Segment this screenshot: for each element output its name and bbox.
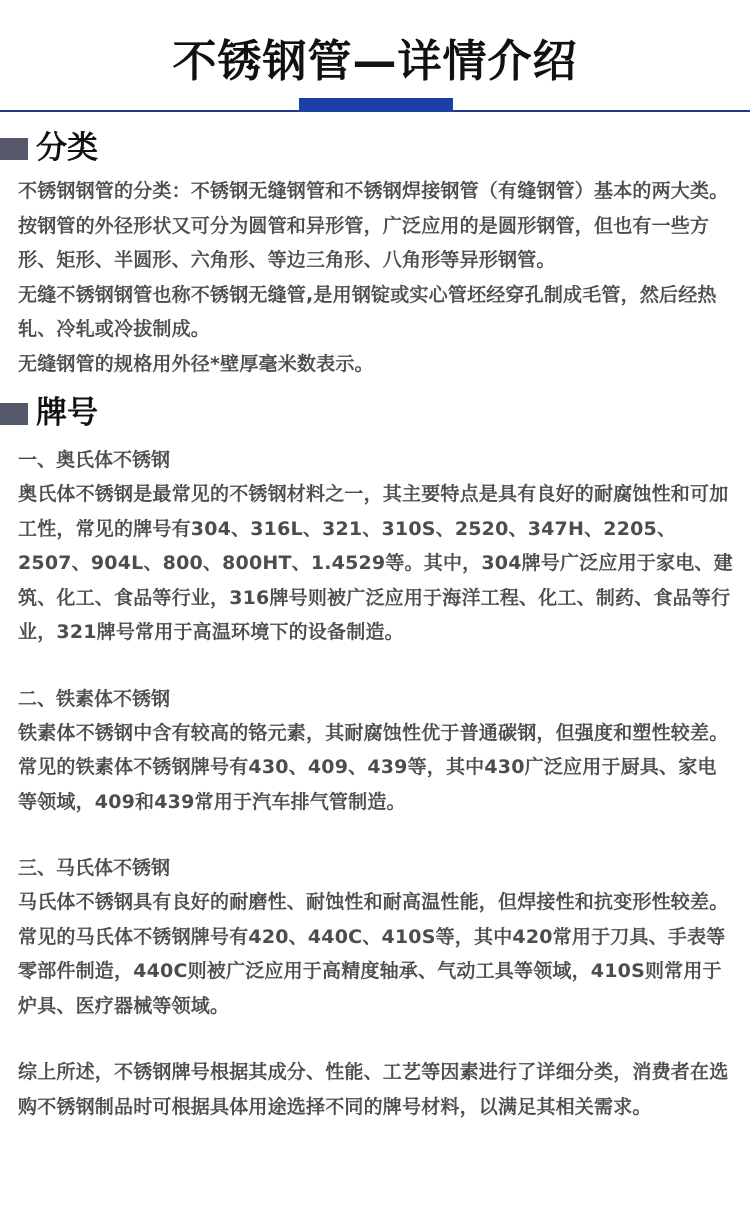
section-heading bbox=[0, 128, 750, 168]
heading-text: 分类 bbox=[36, 130, 98, 166]
grade-group-text: 马氏体不锈钢具有良好的耐磨性、耐蚀性和耐高温性能，但焊接性和抗变形性较差。常见的马氏体不锈钢牌号有420、440C、410S等，其中420常用于刀具、手表等零部件制造，440C则被广泛应用于高精度轴承、气动工具等领域，410S则常用于炉具、医疗器械等领域。 bbox=[18, 891, 729, 1017]
heading-marker bbox=[0, 403, 28, 425]
grade-group-title: 一、奥氏体不锈钢 bbox=[18, 449, 171, 471]
grade-group-title: 二、铁素体不锈钢 bbox=[18, 687, 171, 710]
grade-group-text: 奥氏体不锈钢是最常见的不锈钢材料之一，其主要特点是具有良好的耐腐蚀性和可加工性，常见的牌号有304、316L、321、310S、2520、347H、2205、2507、904L、800、800HT、1.4529等。其中，304牌号广泛应用于家电、建筑、化工、食品等行业，316牌号则被广泛应用于海洋工程、化工、制药、食品等行业，321牌号常用于高温环境下的设备制造。 bbox=[18, 483, 733, 643]
section-heading bbox=[0, 393, 750, 433]
page-title: 不锈钢管—详情介绍 bbox=[172, 36, 578, 87]
classification-paragraph: 无缝不锈钢钢管也称不锈钢无缝管,是用钢锭或实心管坯经穿孔制成毛管，然后经热轧、冷轧或冷拔制成。 bbox=[18, 283, 717, 340]
summary-paragraph: 综上所述，不锈钢牌号根据其成分、性能、工艺等因素进行了详细分类，消费者在选购不锈钢制品时可根据具体用途选择不同的牌号材料，以满足其相关需求。 bbox=[18, 1061, 729, 1118]
grade-group-title: 三、马氏体不锈钢 bbox=[18, 857, 171, 879]
classification-paragraph: 不锈钢钢管的分类：不锈钢无缝钢管和不锈钢焊接钢管（有缝钢管）基本的两大类。按钢管的外径形状又可分为圆管和异形管，广泛应用的是圆形钢管，但也有一些方形、矩形、半圆形、六角形、等边三角形、八角形等异形钢管。 bbox=[18, 180, 729, 271]
grades-section bbox=[0, 393, 750, 1124]
heading-marker bbox=[0, 138, 28, 160]
classification-paragraph: 无缝钢管的规格用外径*壁厚毫米数表示。 bbox=[18, 352, 374, 375]
title-accent-bar bbox=[299, 98, 453, 112]
grade-group-text: 铁素体不锈钢中含有较高的铬元素，其耐腐蚀性优于普通碳钢，但强度和塑性较差。常见的铁素体不锈钢牌号有430、409、439等，其中430广泛应用于厨具、家电等领域，409和439常用于汽车排气管制造。 bbox=[18, 721, 729, 813]
heading-text: 牌号 bbox=[36, 395, 98, 431]
classification-section bbox=[0, 128, 750, 381]
page-header bbox=[0, 0, 750, 118]
